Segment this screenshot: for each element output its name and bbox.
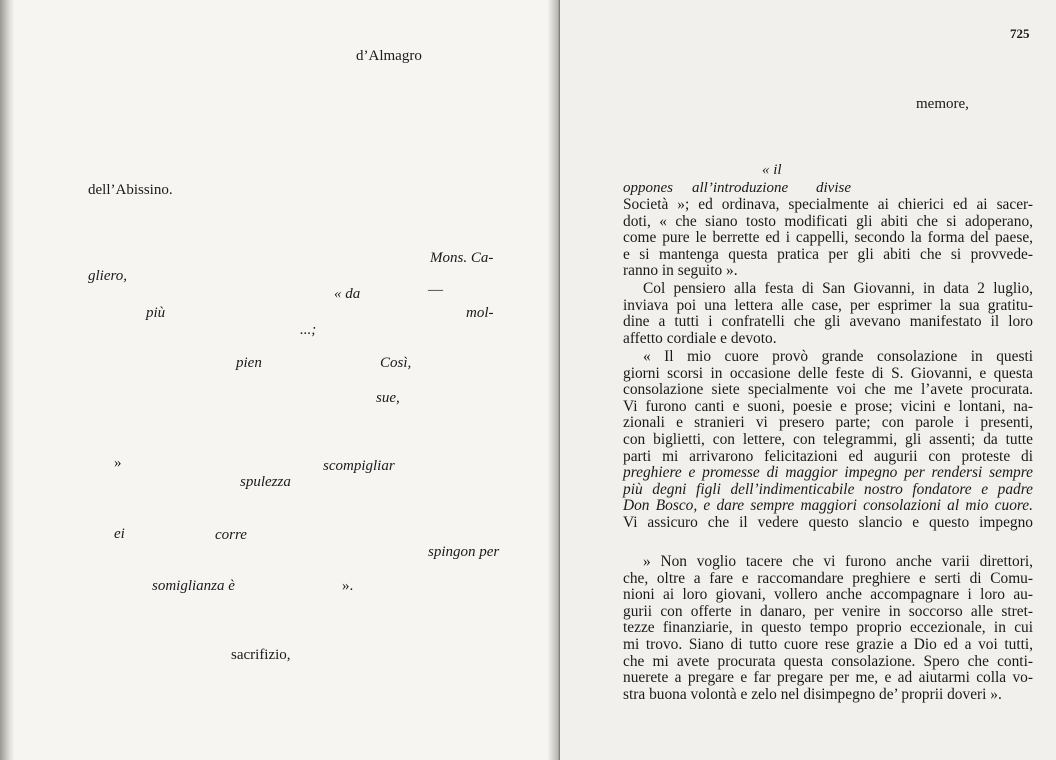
fragment-cosi: Così, bbox=[380, 355, 412, 371]
text-line: inviava poi una lettera alle case, per esprimer la sua gratitu- bbox=[623, 296, 1033, 314]
text-line: come pure le berrette ed i cappelli, secondo la forma del paese, bbox=[623, 229, 1033, 247]
text-line: Vi furono canti e suoni, poesie e prose; vicini e lontani, na- bbox=[623, 397, 1033, 415]
text-line: che, oltre a fare e raccomandare preghiere e serti di Comu- bbox=[623, 569, 1033, 587]
fragment-almagro: d’Almagro bbox=[356, 48, 422, 64]
paragraph-4 bbox=[623, 554, 1033, 703]
fragment-mol: mol- bbox=[466, 305, 494, 321]
fragment-introduzione: all’introduzione bbox=[692, 180, 789, 196]
text-line: gurii con offerte in danaro, per venire in soccorso alle stret- bbox=[623, 602, 1033, 620]
fragment-scompigliar: scompigliar bbox=[323, 458, 395, 474]
text-line: nuerete a pregare e far pregare per me, e ad aiutarmi colla vo- bbox=[623, 669, 1033, 687]
text-line: » Non voglio tacere che vi furono anche varii direttori, bbox=[643, 553, 1033, 570]
fragment-piu: più bbox=[146, 305, 166, 321]
text-line: giorni scorsi in occasione delle feste di S. Giovanni, e questa bbox=[623, 364, 1033, 382]
text-line: più degni figli dell’indimenticabile nostro fondatore e padre bbox=[623, 480, 1033, 498]
fragment-spingon: spingon per bbox=[428, 544, 500, 560]
text-line: Società »; ed ordinava, specialmente ai chierici ed ai sacer- bbox=[623, 196, 1033, 213]
left-page-edge bbox=[0, 0, 14, 760]
fragment-somiglianza: somiglianza è bbox=[152, 578, 235, 594]
text-line: affetto cordiale e devoto. bbox=[623, 329, 777, 347]
text-line: Vi assicuro che il vedere questo slancio e questo impegno bbox=[623, 513, 1033, 531]
text-line: Don Bosco, e dare sempre maggiori consolazioni al mio cuore. bbox=[623, 497, 1033, 515]
fragment-mons-ca: Mons. Ca- bbox=[430, 250, 494, 266]
text-line: parti mi arrivarono felicitazioni ed augurii con proteste di bbox=[623, 447, 1033, 465]
text-line: doti, « che siano tosto modificati gli abiti che si adoperano, bbox=[623, 212, 1033, 230]
fragment-close-quote: » bbox=[114, 455, 122, 471]
text-line: tezze finanziarie, in questo tempo proprio eccezionale, in cui bbox=[623, 619, 1033, 637]
text-line: « Il mio cuore provò grande consolazione in questi bbox=[643, 348, 1033, 365]
fragment-divise: divise bbox=[816, 180, 851, 196]
text-line: con biglietti, con lettere, con telegrammi, gli assenti; da tutte bbox=[623, 430, 1033, 448]
text-line: preghiere e promesse di maggior impegno per rendersi sempre bbox=[623, 464, 1033, 482]
fragment-abissino: dell’Abissino. bbox=[88, 182, 173, 198]
paragraph-3 bbox=[623, 349, 1033, 532]
paragraph-2 bbox=[623, 281, 1033, 347]
fragment-da: « da bbox=[334, 286, 361, 302]
fragment-sacrifizio: sacrifizio, bbox=[231, 647, 291, 663]
fragment-il: « il bbox=[762, 162, 782, 178]
page-number: 725 bbox=[1010, 26, 1030, 41]
fragment-spulezza: spulezza bbox=[240, 474, 291, 490]
fragment-ellipsis: ...; bbox=[300, 322, 317, 338]
text-line: consolazione siete specialmente voi che me l’avete procurata. bbox=[623, 381, 1033, 399]
paragraph-1 bbox=[623, 197, 1033, 280]
fragment-memore: memore, bbox=[916, 96, 969, 112]
text-line: che mi avete procurata questa consolazione. Spero che conti- bbox=[623, 652, 1033, 670]
text-line: e si mantenga questa pratica per gli abiti che si provvede- bbox=[623, 245, 1033, 263]
text-line: mi trovo. Siano di tutto cuore rese grazie a Dio ed a voi tutti, bbox=[623, 635, 1033, 653]
fragment-ei: ei bbox=[114, 526, 125, 542]
text-line: stra buona volontà e zelo nel disimpegno de’ proprii doveri ». bbox=[623, 685, 1002, 703]
fragment-oppones: oppones bbox=[623, 180, 673, 196]
text-line: dine a tutti i confratelli che gli avevano manifestato il loro bbox=[623, 313, 1033, 331]
fragment-close-quote-dot: ». bbox=[342, 578, 354, 594]
fragment-dash: — bbox=[428, 282, 443, 298]
text-line: zionali e stranieri vi presero parte; con parole i presenti, bbox=[623, 414, 1033, 432]
fragment-sue: sue, bbox=[376, 390, 400, 406]
text-line: Col pensiero alla festa di San Giovanni, in data 2 luglio, bbox=[643, 280, 1033, 297]
fragment-gliero: gliero, bbox=[88, 268, 128, 284]
fragment-corre: corre bbox=[215, 527, 247, 543]
text-line: nioni ai loro giovani, vollero anche accompagnare i loro au- bbox=[623, 586, 1033, 604]
text-line: ranno in seguito ». bbox=[623, 262, 738, 280]
fragment-pien: pien bbox=[236, 355, 262, 371]
